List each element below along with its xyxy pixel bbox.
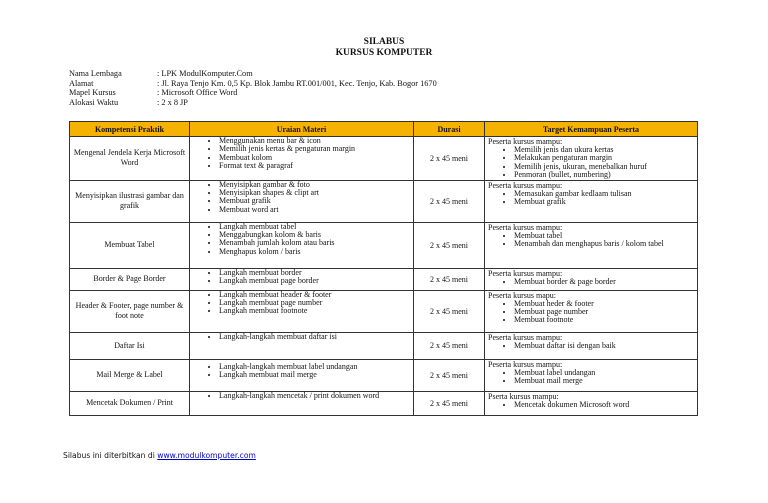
header-durasi: Durasi <box>414 122 485 137</box>
kompetensi-cell: Menyisipkan ilustrasi gambar dan grafik <box>70 180 190 222</box>
materi-item: • Langkah membuat tabel <box>219 223 410 231</box>
target-heading: Peserta kursus mampu: <box>488 268 563 278</box>
target-cell <box>485 222 698 268</box>
info-row-alokasi <box>69 98 437 108</box>
target-item: • Membuat label undangan <box>514 369 694 377</box>
table-header-row <box>70 122 698 137</box>
target-cell <box>485 180 698 222</box>
target-item: • Membuat border & page border <box>514 278 694 286</box>
info-row-alamat <box>69 79 437 89</box>
durasi-cell: 2 x 45 meni <box>414 222 485 268</box>
materi-item: • Menyisipkan gambar & foto <box>219 181 410 189</box>
kompetensi-cell: Membuat Tabel <box>70 222 190 268</box>
target-item: • Membuat mail merge <box>514 377 694 385</box>
target-cell <box>485 290 698 332</box>
kompetensi-cell: Mencetak Dokumen / Print <box>70 391 190 415</box>
document-subtitle: KURSUS KOMPUTER <box>335 48 433 58</box>
syllabus-table <box>69 121 698 416</box>
info-value: : 2 x 8 JP <box>157 97 188 107</box>
target-item: • Membuat page number <box>514 308 694 316</box>
durasi-cell: 2 x 45 meni <box>414 391 485 415</box>
target-item: • Memilih jenis dan ukura kertas <box>514 146 694 154</box>
kompetensi-cell: Daftar Isi <box>70 332 190 359</box>
durasi-cell: 2 x 45 meni <box>414 359 485 391</box>
kompetensi-cell: Border & Page Border <box>70 268 190 290</box>
materi-cell <box>190 137 414 181</box>
materi-item: • Membuat grafik <box>219 197 410 205</box>
info-value: : LPK ModulKomputer.Com <box>157 69 253 78</box>
document-title: SILABUS <box>363 37 405 47</box>
durasi-cell: 2 x 45 meni <box>414 290 485 332</box>
materi-item: • Langkah-langkah membuat label undangan <box>219 363 410 371</box>
table-row <box>70 391 698 415</box>
target-item: • Menambah dan menghapus baris / kolom tabel <box>514 240 694 248</box>
info-label: Mapel Kursus <box>69 88 116 98</box>
durasi-cell: 2 x 45 meni <box>414 332 485 359</box>
course-info <box>69 69 437 107</box>
table-row <box>70 290 698 332</box>
materi-item: • Langkah membuat footnote <box>219 307 410 315</box>
target-item: • Membuat heder & footer <box>514 300 694 308</box>
materi-item: • Format text & paragraf <box>219 162 410 170</box>
target-cell <box>485 268 698 290</box>
table-row <box>70 137 698 181</box>
target-heading: Pserta kursus mampu: <box>488 391 559 401</box>
kompetensi-cell: Mengenal Jendela Kerja Microsoft Word <box>70 137 190 181</box>
footer-note <box>63 451 256 460</box>
materi-item: • Memilih jenis kertas & pengaturan margin <box>219 145 410 153</box>
durasi-cell: 2 x 45 meni <box>414 180 485 222</box>
target-item: • Membuat footnote <box>514 316 694 324</box>
target-item: • Mencetak dokumen Microsoft word <box>514 401 694 409</box>
materi-item: • Menambah jumlah kolom atau baris <box>219 239 410 247</box>
materi-cell <box>190 222 414 268</box>
target-cell <box>485 391 698 415</box>
info-label: Alamat <box>69 78 94 88</box>
materi-item: • Membuat word art <box>219 206 410 214</box>
materi-cell <box>190 268 414 290</box>
materi-item: • Langkah membuat page border <box>219 277 410 285</box>
target-heading: Peserta kursus mapu: <box>488 290 556 300</box>
target-item: • Penmoran (bullet, numbering) <box>514 171 694 179</box>
target-item: • Membuat grafik <box>514 198 694 206</box>
materi-item: • Langkah membuat border <box>219 269 410 277</box>
materi-item: • Langkah-langkah mencetak / print dokumen word <box>219 392 410 400</box>
info-label: Alokasi Waktu <box>69 97 119 107</box>
header-kompetensi: Kompetensi Praktik <box>70 122 190 137</box>
target-heading: Peserta kursus mampu: <box>488 359 563 369</box>
materi-item: • Menggabungkan kolom & baris <box>219 231 410 239</box>
info-value: : Microsoft Office Word <box>157 88 238 98</box>
target-heading: Peserta kursus mampu: <box>488 137 563 146</box>
target-item: • Memilih jenis, ukuran, menebalkan huruf <box>514 163 694 171</box>
materi-cell <box>190 359 414 391</box>
materi-item: • Membuat kolom <box>219 154 410 162</box>
materi-item: • Langkah membuat header & footer <box>219 291 410 299</box>
info-value: : Jl. Raya Tenjo Km. 0,5 Kp. Blok Jambu RT.001/001, Kec. Tenjo, Kab. Bogor 1670 <box>157 78 437 88</box>
target-heading: Peserta kursus mampu: <box>488 222 563 232</box>
target-cell <box>485 359 698 391</box>
info-row-mapel <box>69 88 437 98</box>
target-cell <box>485 137 698 181</box>
footer-text: Silabus ini diterbitkan di <box>63 451 158 460</box>
info-label: Nama Lembaga <box>69 69 122 78</box>
materi-item: • Menghapus kolom / baris <box>219 248 410 256</box>
durasi-cell: 2 x 45 meni <box>414 268 485 290</box>
target-heading: Peserta kursus mampu: <box>488 332 563 342</box>
table-row <box>70 180 698 222</box>
materi-item: • Langkah membuat mail merge <box>219 371 410 379</box>
target-heading: Peserta kursus mampu: <box>488 180 563 190</box>
materi-item: • Langkah membuat page number <box>219 299 410 307</box>
table-row <box>70 332 698 359</box>
target-cell <box>485 332 698 359</box>
target-item: • Membuat daftar isi dengan baik <box>514 342 694 350</box>
table-row <box>70 222 698 268</box>
materi-cell <box>190 332 414 359</box>
kompetensi-cell: Header & Footer, page number & foot note <box>70 290 190 332</box>
materi-cell <box>190 180 414 222</box>
materi-cell <box>190 391 414 415</box>
target-item: • Melakukan pengaturan margin <box>514 154 694 162</box>
header-target: Target Kemampuan Peserta <box>485 122 698 137</box>
header-materi: Uraian Materi <box>190 122 414 137</box>
materi-item: • Menggunakan menu bar & icon <box>219 137 410 145</box>
durasi-cell: 2 x 45 meni <box>414 137 485 181</box>
materi-item: • Menyisipkan shapes & clipt art <box>219 189 410 197</box>
materi-item: • Langkah-langkah membuat daftar isi <box>219 333 410 341</box>
materi-cell <box>190 290 414 332</box>
target-item: • Membuat tabel <box>514 232 694 240</box>
website-link[interactable]: www.modulkomputer.com <box>157 451 256 460</box>
table-row <box>70 359 698 391</box>
kompetensi-cell: Mail Merge & Label <box>70 359 190 391</box>
target-item: • Memasukan gambar kedlaam tulisan <box>514 190 694 198</box>
info-row-lembaga <box>69 69 437 79</box>
table-row <box>70 268 698 290</box>
